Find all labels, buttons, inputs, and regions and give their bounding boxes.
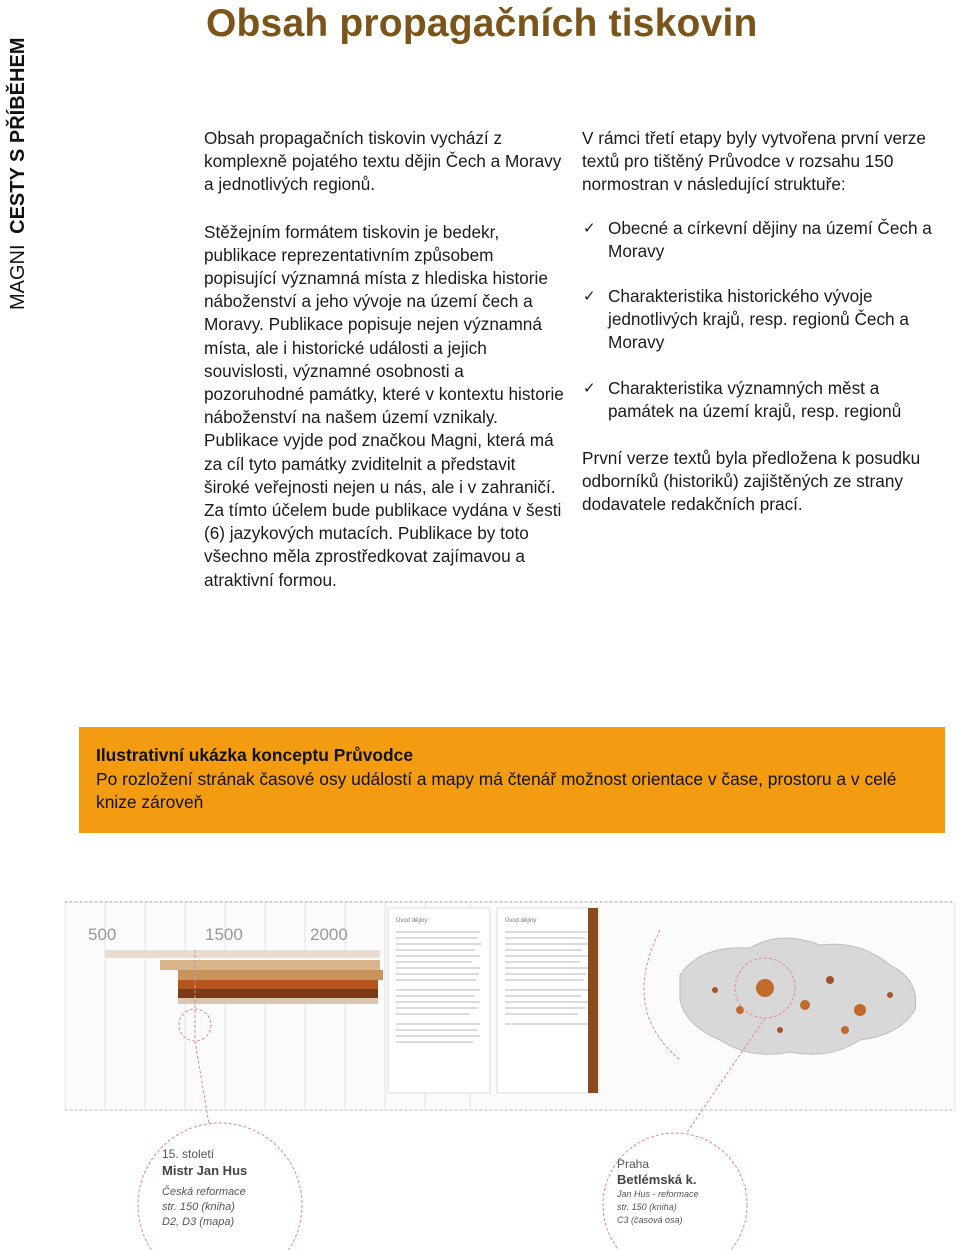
check-icon: ✓	[583, 378, 596, 397]
left-paragraph-2: Stěžejním formátem tiskovin je bedekr, publikace reprezentativním způsobem popisující významná místa z hlediska historie náboženství a jeho vývoje na území čech a Moravy. Publikace popisuje nejen významná místa, ale i historické události a jejich souvislosti, významné osobnosti a pozoruhodné památky, které v kontextu historie náboženství na našem území vznikaly. Publikace vyjde pod značkou Magni, která má za cíl tyto památky zviditelnit a představit široké veřejnosti nejen u nás, ale i v zahraničí. Za tímto účelem bude publikace vydána v šesti (6) jazykových mutacích. Publikace by toto všechno měla zprostředkovat zajímavou a atraktivní formou.	[204, 221, 564, 590]
page-accent-bar	[588, 908, 598, 1093]
side-label	[5, 0, 31, 330]
check-icon: ✓	[583, 287, 596, 306]
guide-illustration	[60, 890, 960, 1250]
year-label: 1500	[205, 925, 243, 944]
callout-century: 15. století	[162, 1147, 215, 1161]
page-title: Obsah propagačních tiskovin	[206, 2, 758, 45]
timeline-band	[160, 960, 380, 970]
structure-list	[582, 217, 942, 423]
guide-concept-image	[60, 890, 960, 1250]
book-page-right	[497, 908, 599, 1093]
year-label: 500	[88, 925, 117, 944]
structure-item-text: Charakteristika historického vývoje jednotlivých krajů, resp. regionů Čech a Moravy	[608, 286, 909, 353]
callout-line: str. 150 (kniha)	[617, 1202, 677, 1212]
caption-box	[79, 727, 945, 833]
callout-line: Česká reformace	[162, 1186, 246, 1198]
structure-item-text: Obecné a církevní dějiny na území Čech a Moravy	[608, 217, 932, 261]
page-heading: Úvod dějiny	[505, 918, 537, 924]
structure-item	[582, 285, 942, 355]
structure-item	[582, 217, 942, 263]
callout-line: str. 150 (kniha)	[162, 1201, 235, 1213]
timeline-band	[178, 970, 383, 980]
callout-name: Mistr Jan Hus	[162, 1163, 248, 1178]
callout-line: Jan Hus - reformace	[617, 1189, 699, 1199]
caption-text: Po rozložení strának časové osy událostí a mapy má čtenář možnost orientace v čase, prostoru a v celé knize zároveň	[96, 768, 897, 812]
callout-line: D2, D3 (mapa)	[162, 1216, 235, 1228]
timeline-band	[178, 989, 378, 998]
callout-line: C3 (časová osa)	[617, 1215, 683, 1225]
book-page-left	[388, 908, 490, 1093]
timeline-band	[178, 998, 378, 1004]
check-icon: ✓	[583, 218, 596, 237]
right-outro: První verze textů byla předložena k posudku odborníků (historiků) zajištěných ze strany dodavatele redakčních prací.	[582, 448, 921, 515]
side-label-svg	[5, 0, 31, 330]
callout-name: Betlémská k.	[617, 1172, 697, 1187]
timeline-band	[178, 980, 378, 989]
callout-city: Praha	[617, 1157, 650, 1171]
year-label: 2000	[310, 925, 348, 944]
left-paragraph-1: Obsah propagačních tiskovin vychází z komplexně pojatého textu dějin Čech a Moravy a jednotlivých regionů.	[204, 128, 562, 195]
structure-item	[582, 377, 942, 423]
side-label-light: MAGNI	[7, 244, 29, 310]
side-label-bold: CESTY S PŘÍBĚHEM	[7, 37, 29, 234]
page-heading: Úvod dějiny	[396, 918, 428, 924]
timeline-band	[105, 950, 380, 958]
right-intro: V rámci třetí etapy byly vytvořena první verze textů pro tištěný Průvodce v rozsahu 150 normostran v následující struktuře:	[582, 128, 926, 195]
caption-title: Ilustrativní ukázka konceptu Průvodce	[96, 745, 413, 765]
svg-text:MAGNI CESTY S PŘÍBĚHEM	[5, 38, 29, 310]
structure-item-text: Charakteristika významných měst a památek na území krajů, resp. regionů	[608, 377, 902, 421]
left-column	[204, 127, 564, 616]
right-column	[582, 127, 942, 537]
